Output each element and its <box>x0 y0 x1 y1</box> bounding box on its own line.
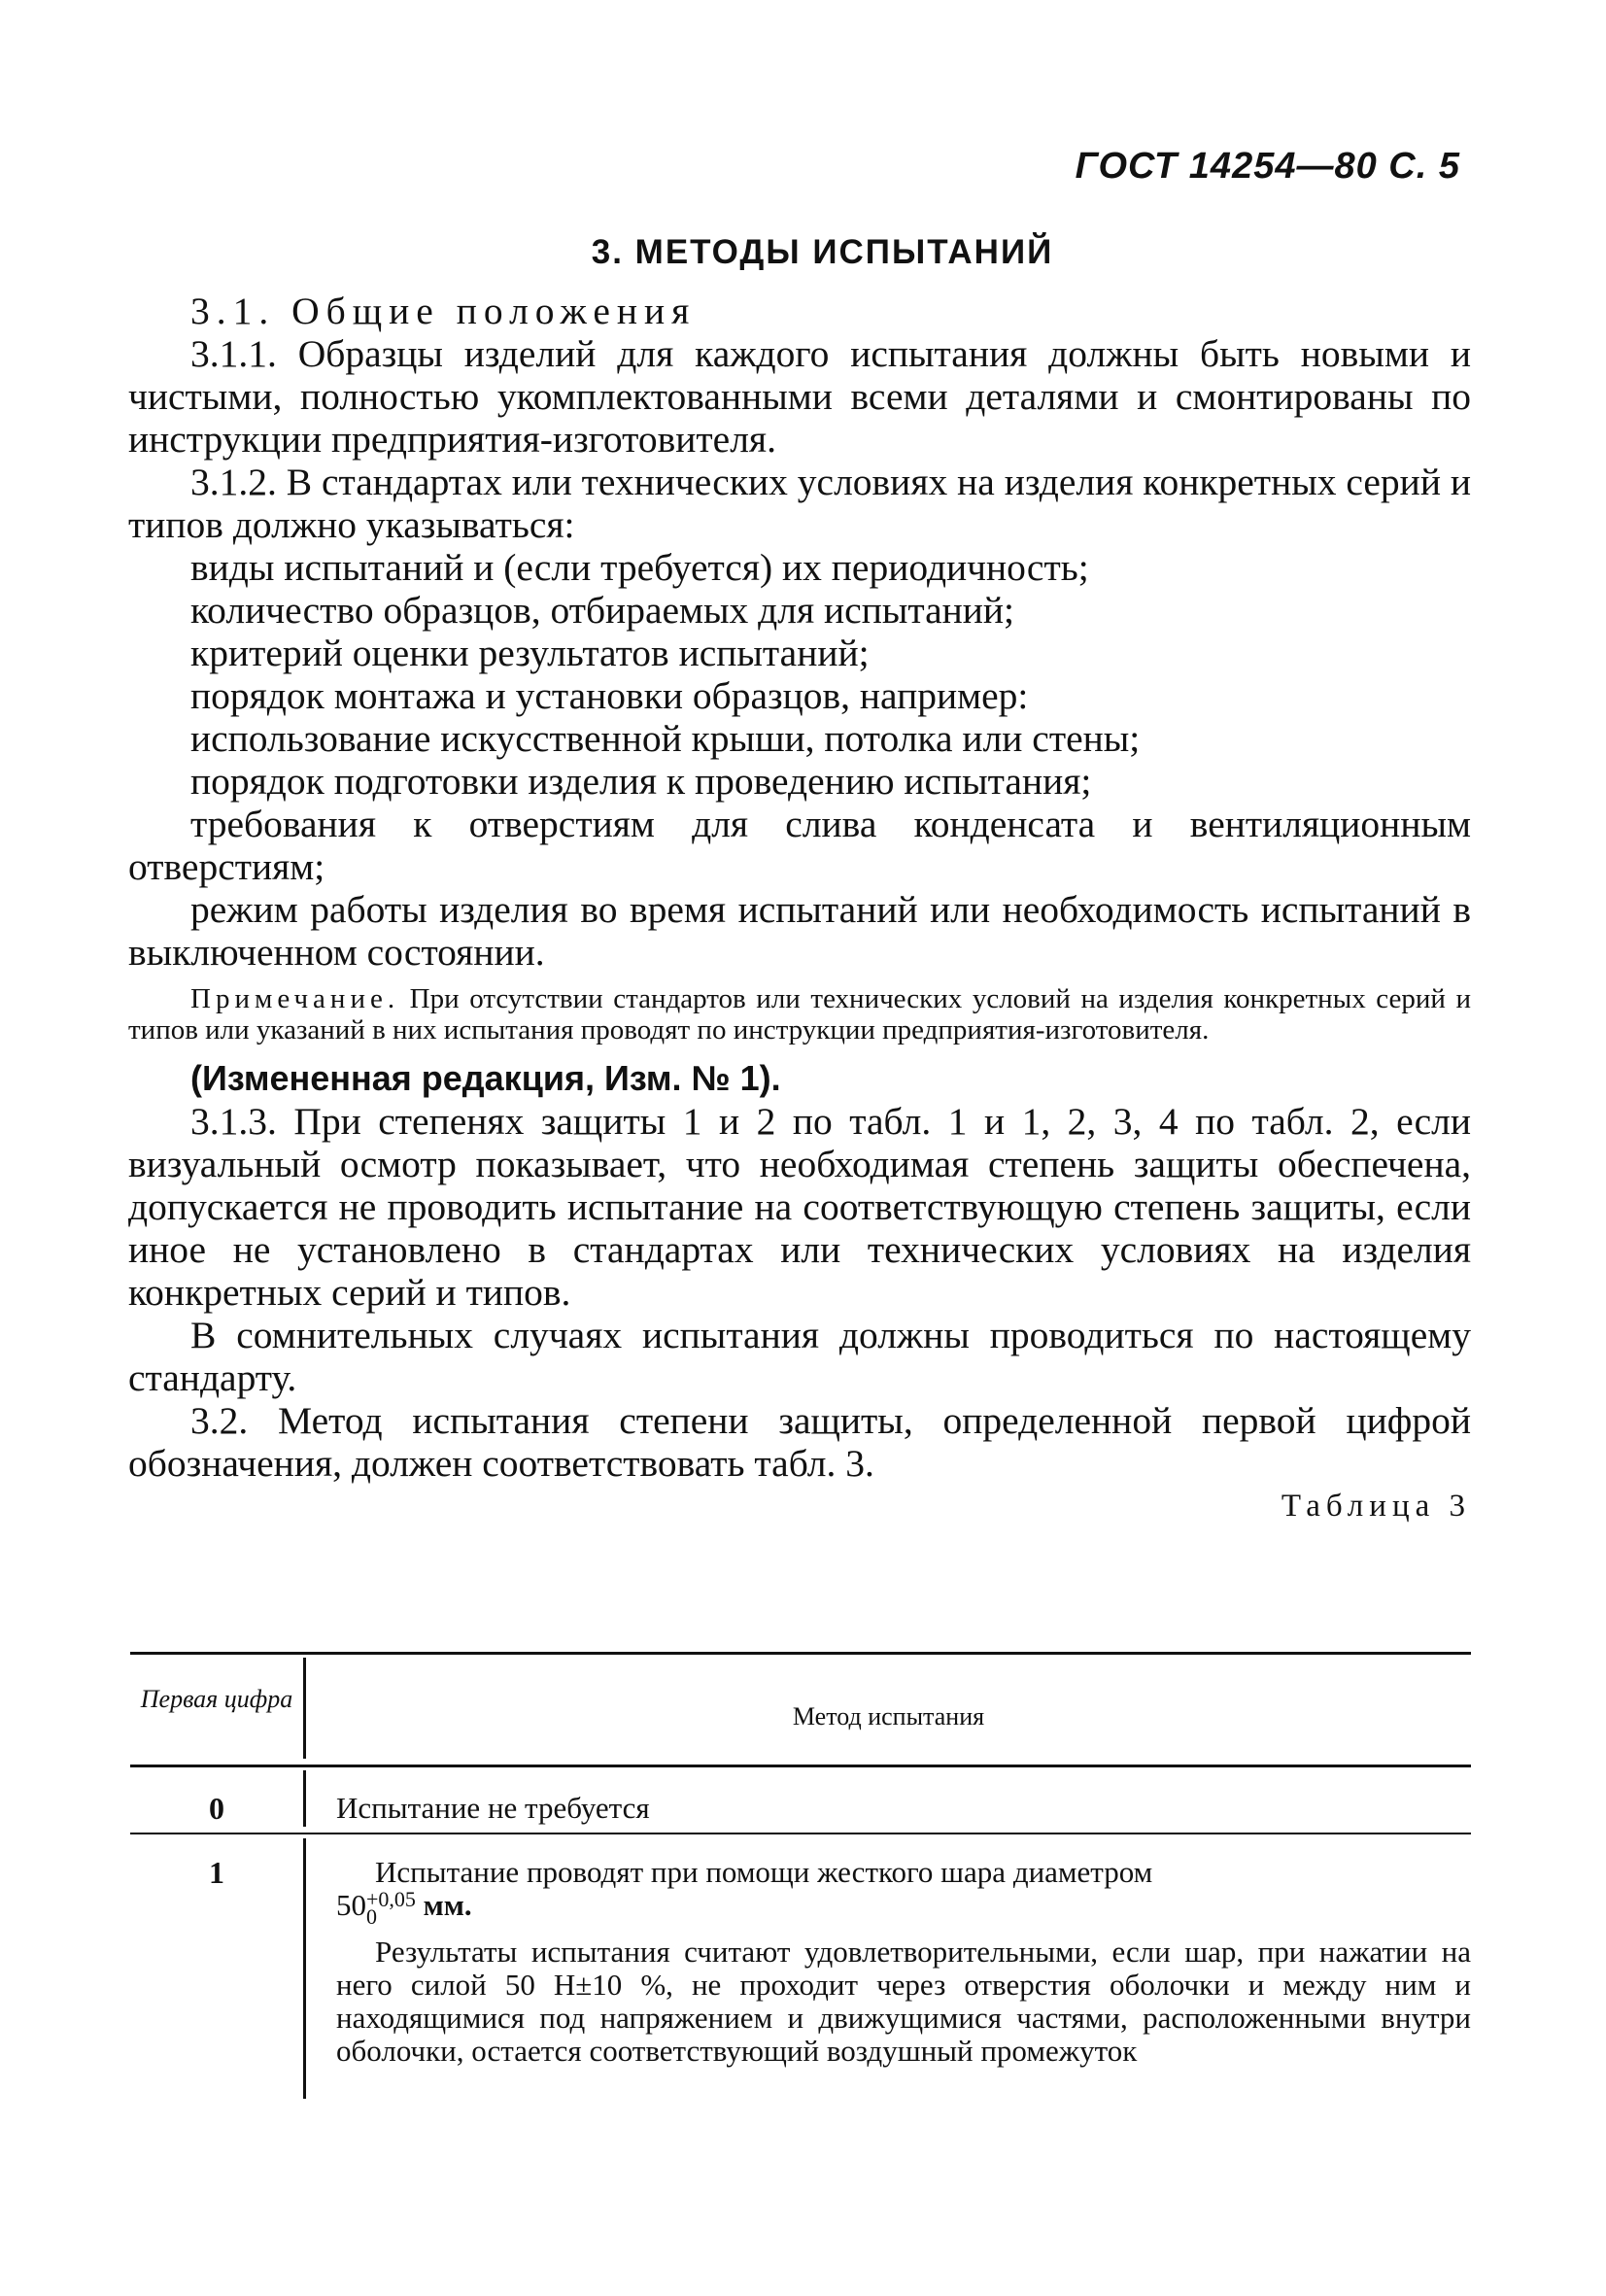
table-top-rule <box>130 1652 1471 1655</box>
paragraph-3-1-1: 3.1.1. Образцы изделий для каждого испытания должны быть новыми и чистыми, полностью укомплектованными всеми деталями и смонтированы по инструкции предприятия-изготовителя. <box>128 332 1471 461</box>
list-item: использование искусственной крыши, потолка или стены; <box>190 717 1141 760</box>
dimension-tolerance <box>366 1886 416 1929</box>
table-row-digit: 0 <box>209 1791 224 1826</box>
note <box>128 983 1471 1045</box>
list-item: порядок подготовки изделия к проведению испытания; <box>190 760 1092 803</box>
tolerance-lower: 0 <box>366 1903 377 1929</box>
dimension-unit: мм. <box>423 1888 472 1922</box>
list-item: количество образцов, отбираемых для испытаний; <box>190 589 1015 632</box>
paragraph-3-2: 3.2. Метод испытания степени защиты, определенной первой цифрой обозначения, должен соответствовать табл. 3. <box>128 1399 1471 1485</box>
note-text: При отсутствии стандартов или технических условий на изделия конкретных серий и типов или указаний в них испытания проводят по инструкции предприятия-изготовителя. <box>128 983 1471 1045</box>
table-row-rule <box>130 1833 1471 1834</box>
paragraph-doubt: В сомнительных случаях испытания должны проводиться по настоящему стандарту. <box>128 1314 1471 1399</box>
table-row-method <box>336 1856 1471 2068</box>
table-header-method: Метод испытания <box>792 1702 985 1731</box>
list-item: требования к отверстиям для слива конденсата и вентиляционным отверстиям; <box>128 803 1471 888</box>
list-item: порядок монтажа и установки образцов, например: <box>190 674 1029 717</box>
table-row-method: Испытание не требуется <box>336 1791 650 1825</box>
method-result-text: Результаты испытания считают удовлетворительными, если шар, при нажатии на него силой 50 Н±10 %, не проходит через отверстия оболочки и между ним и находящимися под напряжением и движущимися частями, расположенными внутри оболочки, остается соответствующий воздушный промежуток <box>336 1934 1471 2068</box>
table-caption: Таблица 3 <box>1281 1489 1471 1524</box>
table-header-first-digit: Первая цифра <box>140 1685 293 1713</box>
table-column-divider <box>303 1838 306 2099</box>
list-item: виды испытаний и (если требуется) их периодичность; <box>190 546 1089 589</box>
table-header-rule <box>130 1765 1471 1767</box>
paragraph-3-1-3: 3.1.3. При степенях защиты 1 и 2 по табл. 1 и 1, 2, 3, 4 по табл. 2, если визуальный осмотр показывает, что необходимая степень защиты обеспечена, допускается не проводить испытание на соответствующую степень защиты, если иное не установлено в стандартах или технических условиях на изделия конкретных серий и типов. <box>128 1100 1471 1314</box>
dimension-base: 50 <box>336 1888 366 1922</box>
method-text: Испытание проводят при помощи жесткого шара диаметром <box>375 1855 1153 1889</box>
note-label: Примечание. <box>190 983 400 1014</box>
table-column-divider <box>303 1770 306 1827</box>
document-body <box>128 290 1471 1527</box>
list-item: режим работы изделия во время испытаний или необходимость испытаний в выключенном состоянии. <box>128 888 1471 974</box>
tolerance-upper: +0,05 <box>366 1886 416 1911</box>
section-title: 3. МЕТОДЫ ИСПЫТАНИЙ <box>591 233 1054 271</box>
subsection-heading: 3.1. Общие положения <box>190 290 697 332</box>
paragraph-3-1-2: 3.1.2. В стандартах или технических условиях на изделия конкретных серий и типов должно указываться: <box>128 461 1471 546</box>
list-item: критерий оценки результатов испытаний; <box>190 632 870 674</box>
document-header: ГОСТ 14254—80 С. 5 <box>1075 146 1460 187</box>
table-row-digit: 1 <box>209 1855 224 1890</box>
amendment-note: (Измененная редакция, Изм. № 1). <box>190 1058 781 1098</box>
